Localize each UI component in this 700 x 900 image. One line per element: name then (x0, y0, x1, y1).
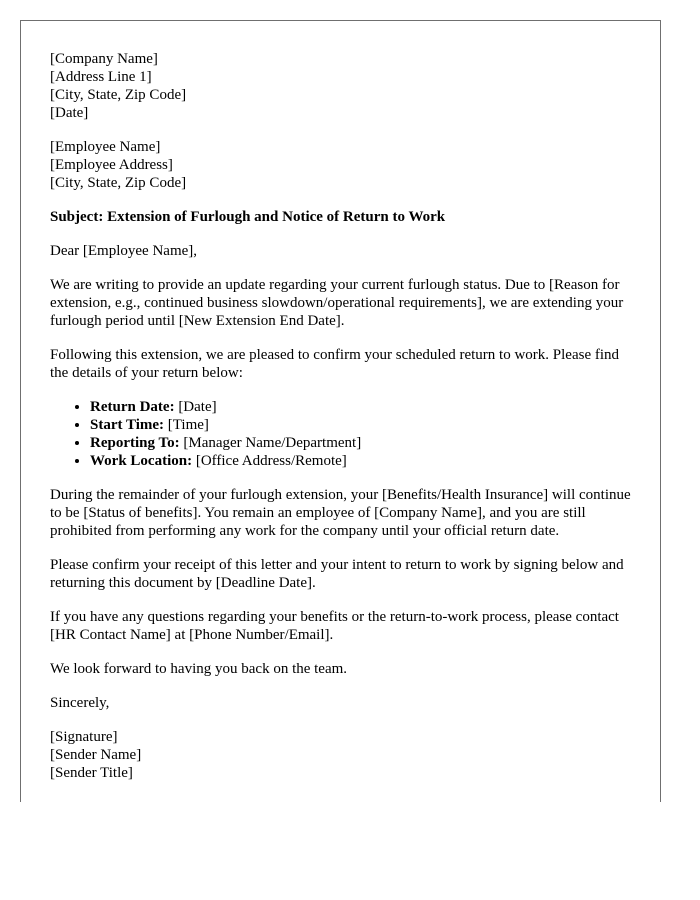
list-item (90, 452, 631, 470)
list-item (90, 434, 631, 452)
paragraph-furlough-update: We are writing to provide an update regarding your current furlough status. Due to [Reason for extension, e.g., continued business slowdown/operational requirements], we are extending your furlough period until [New Extension End Date]. (50, 277, 624, 329)
paragraph-questions-contact: If you have any questions regarding your benefits or the return-to-work process, please contact [HR Contact Name] at [Phone Number/Email]. (50, 609, 619, 643)
employee-city-state-zip: [City, State, Zip Code] (50, 175, 187, 191)
signature-block (50, 728, 631, 782)
return-details-list (50, 398, 631, 470)
paragraph-confirm-receipt: Please confirm your receipt of this letter and your intent to return to work by signing below and returning this document by [Deadline Date]. (50, 557, 624, 591)
paragraph-benefits-status: During the remainder of your furlough extension, your [Benefits/Health Insurance] will continue to be [Status of benefits]. You remain an employee of [Company Name], and you are still prohibited from performing any work for the company until your official return date. (50, 487, 631, 539)
sender-header (50, 50, 631, 122)
detail-value: [Time] (164, 417, 209, 433)
recipient-block (50, 138, 631, 192)
paragraph-return-intro: Following this extension, we are pleased to confirm your scheduled return to work. Please find the details of your return below: (50, 347, 620, 381)
subject-line: Subject: Extension of Furlough and Notice of Return to Work (50, 209, 446, 225)
detail-label: Start Time: (90, 417, 165, 433)
list-item (90, 398, 631, 416)
closing: Sincerely, (50, 695, 110, 711)
employee-address: [Employee Address] (50, 157, 173, 173)
salutation: Dear [Employee Name], (50, 243, 198, 259)
paragraph-closing-remark: We look forward to having you back on the team. (50, 661, 348, 677)
sender-name: [Sender Name] (50, 747, 142, 763)
city-state-zip: [City, State, Zip Code] (50, 87, 187, 103)
signature: [Signature] (50, 729, 118, 745)
detail-value: [Date] (174, 399, 217, 415)
address-line: [Address Line 1] (50, 69, 152, 85)
company-name: [Company Name] (50, 51, 158, 67)
letter-page (20, 20, 661, 802)
detail-value: [Office Address/Remote] (192, 453, 347, 469)
detail-value: [Manager Name/Department] (179, 435, 362, 451)
employee-name: [Employee Name] (50, 139, 161, 155)
letter-date: [Date] (50, 105, 89, 121)
detail-label: Return Date: (90, 399, 175, 415)
sender-title: [Sender Title] (50, 765, 133, 781)
detail-label: Reporting To: (90, 435, 180, 451)
list-item (90, 416, 631, 434)
detail-label: Work Location: (90, 453, 193, 469)
